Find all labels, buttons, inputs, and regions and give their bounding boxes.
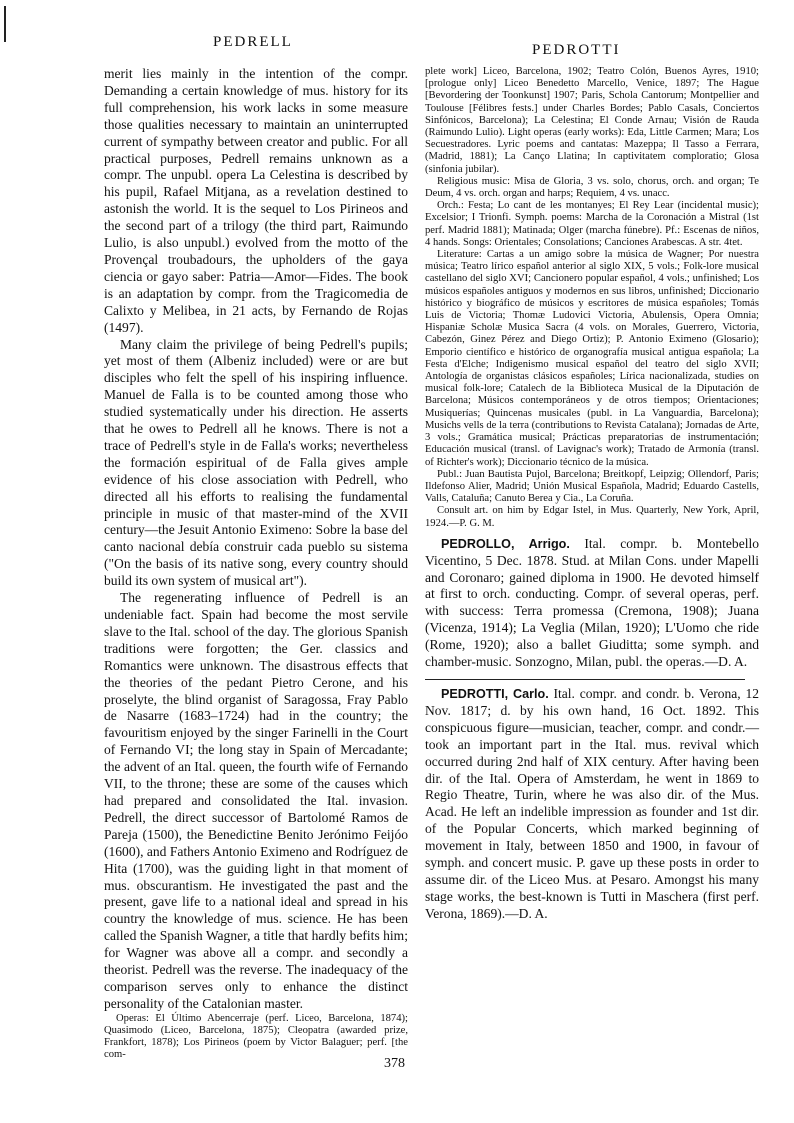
pedrollo-headword: PEDROLLO, Arrigo. [441, 536, 570, 551]
pedrell-religious-music: Religious music: Misa de Gloria, 3 vs. solo, chorus, orch. and organ; Te Deum, 4 vs. orch. organ and harps; Requiem, 4 vs. unacc. [425, 175, 759, 200]
pedrotti-headword: PEDROTTI, Carlo. [441, 686, 549, 701]
right-column [425, 66, 759, 1051]
running-head-left: PEDRELL [213, 34, 293, 50]
left-column [104, 66, 408, 1061]
pedrell-paragraph-3: The regenerating influence of Pedrell is an undeniable fact. Spain had become the most servile slave to the Ital. school of the day. The glorious Spanish traditions were forgotten; the Ger. classics and Romantics were unknown. The disastrous effects that the theories of the pedant Pietro Cerone, and his proselyte, the blind organist of Saragossa, Fray Pablo de Nasarre (1683–1724) had in the country; the favouritism enjoyed by the singer Farinelli in the Court of Fernando VI; the long stay in Spain of Mercadante; the advent of an Ital. queen, the fourth wife of Fernando VII, to the throne; these are some of the causes which had prepared and consolidated the Ital. invasion. Pedrell, the direct successor of Bartolomé Ramos de Pareja (1500), the Benedictine Benito Jerónimo Feijóo (1600), and Fathers Antonio Eximeno and Rodríguez de Hita (1700), was the guiding light in that moment of mus. obscurantism. He investigated the past and the present, gave life to a national ideal and spread in his country the knowledge of mus. science. He has been called the Spanish Wagner, a title that hardly befits him; for Wagner was above all a compr. and secondly a theorist. Pedrell was the reverse. The inadequacy of the comparison serves only to enhance the distinct personality of the Catalonian master. [104, 590, 408, 1011]
page-number: 378 [384, 1056, 405, 1071]
pedrotti-entry [425, 686, 759, 923]
margin-rule [4, 6, 6, 42]
pedrell-literature: Literature: Cartas a un amigo sobre la música de Wagner; Por nuestra música; Teatro lírico español anterior al siglo XIX, 5 vols.; Folk-lore musical castellano del siglo XVI; Cancionero popular español, 4 vols.; unfinished; Los músicos españoles antiguos y modernos en sus libros, unfinished; Diccionario histórico y biográfico de músicos y escritores de música españoles; Tomás Luis de Victoria; Thomæ Ludovici Victoria, Abulensis, Opera Omnia; Hispaniæ Scholæ Musica Sacra (4 vols. on Morales, Guerrero, Victoria, Cabezón, Ginez Pérez and Diego Ortiz); P. Antonio Eximeno (Glosario); Emporio científico e histórico de organografía musical antigua española; La Festa d'Elche; Indigenismo musical español del teatro del siglo XVII; Antología de organistas clásicos españoles; Lírica nacionalizada, studies on musical folk-lore; Catalech de la Biblioteca Musical de la Diputación de Barcelona; Músicos contemporáneos y de otros tiempos; Orientaciones; Musiquerías; Quincenas musicales (publ. in La Vanguardia, Barcelona); Musichs vells de la terra (contributions to Revista Catalana); Jornadas de Arte, 3 vols.; Gramática musical; Prácticas preparatorias de instrumentación; Educación musical (transl. of Lavignac's work); Tratado de Armonía (transl. of Richter's work); Diccionario técnico de la música. [425, 249, 759, 468]
pedrell-paragraph-1: merit lies mainly in the intention of the compr. Demanding a certain knowledge of mus. history for its full comprehension, his work lacks in some measure those qualities necessary to maintain an uninterrupted current of sympathy between creator and public. For all practical purposes, Pedrell remains unknown as a compr. The unpubl. opera La Celestina is described by his pupil, Rafael Mitjana, as a revelation destined to astonish the world. It is the sequel to Los Pirineos and the second part of a trilogy (the third part, Raimundo Lulio, is also unpubl.) evolved from the motto of the Provençal troubadours, the upholders of the gaya ciencia or gayo saber: Patria—Amor—Fides. The book is an adaptation by compr. from the Tragicomedia de Calixto y Melibea, in 21 acts, by Fernando de Rojas (1497). [104, 66, 408, 335]
pedrell-consult: Consult art. on him by Edgar Istel, in Mus. Quarterly, New York, April, 1924.—P. G. M. [425, 505, 759, 529]
pedrollo-text: Ital. compr. b. Montebello Vicentino, 5 Dec. 1878. Stud. at Milan Cons. under Mapelli and Coronaro; gained diploma in 1900. He devoted himself at first to orch. conducting. Compr. of several operas, perf. with success: Terra promessa (Cremona, 1908); Juana (Vicenza, 1914); La Veglia (Milan, 1920); L'Uomo che ride (Rome, 1920); also a ballet Giuditta; some symph. and chamber-music. Sonzogno, Milan, publ. the operas.—D. A. [425, 535, 760, 670]
entry-divider [425, 679, 745, 680]
pedrell-publishers: Publ.: Juan Bautista Pujol, Barcelona; Breitkopf, Leipzig; Ollendorf, Paris; Ildefonso Alier, Madrid; Unión Musical Española, Madrid; Eduardo Castells, Valls, Cataluña; Canuto Berea y Cia., La Coruña. [425, 468, 759, 505]
pedrell-orchestral-works: Orch.: Festa; Lo cant de les montanyes; El Rey Lear (incidental music); Excelsior; I Trionfi. Symph. poems: Marcha de la Coronación a Mistral (1st perf. Madrid 1881); Matinada; Olger (marcha fúnebre). Pf.: Escenas de niños, 4 hands. Songs: Orientales; Consolations; Canciones Arabescas. A str. 4tet. [425, 200, 759, 248]
pedrollo-entry [425, 536, 759, 671]
pedrell-works-continued: plete work] Liceo, Barcelona, 1902; Teatro Colón, Buenos Ayres, 1910; [prologue only] Liceo Benedetto Marcello, Venice, 1897; The Hague [Bevordering der Toonkunst] 1907; Paris, Schola Cantorum; Montpellier and Toulouse [Félibres fests.] under Charles Bordes; Pablo Casals, Conciertos Sinfónicos, Barcelona); La Celestina; El Conde Arnau; Visión de Rauda (Raimundo Lulio). Light operas (early works): Eda, Little Carmen; Mara; Los Secuestradores. Lyric poems and cantatas: Mazeppa; Il Tasso a Ferrara, (Madrid, 1881); La Canço Llatina; In captivitatem comploratio; Glosa (sinfonia jubilar). [425, 66, 759, 175]
running-head-right: PEDROTTI [532, 42, 621, 58]
pedrell-paragraph-2: Many claim the privilege of being Pedrell's pupils; yet most of them (Albeniz included) were or are but disciples who felt the spell of his inspiring influence. Manuel de Falla is to be counted among those who studied systematically under his direction. He asserts that he owes to Pedrell all he knows. There is not a trace of Pedrell's style in de Falla's works; nevertheless the formación espiritual of de Falla gives ample evidence of his close association with Pedrell, who directed all his efforts to realising the fundamental principle in music of that master-mind of the XVII century—the Jesuit Antonio Eximeno: Sobre la base del canto nacional debía construir cada pueblo su sistema ("On the basis of its native song, every country should build its own system of musical art"). [104, 336, 408, 589]
pedrell-operas-list: Operas: El Último Abencerraje (perf. Liceo, Barcelona, 1874); Quasimodo (Liceo, Barcelona, 1875); Cleopatra (awarded prize, Frankfort, 1878); Los Pirineos (poem by Victor Balaguer; perf. [the com- [104, 1012, 408, 1061]
pedrotti-text: Ital. compr. and condr. b. Verona, 12 Nov. 1817; d. by his own hand, 16 Oct. 1892. This conspicuous figure—musician, teacher, compr. and condr.—took an important part in the Ital. mus. revival which occurred during 2nd half of XIX century. After having been dir. of the Ital. Opera of Amsterdam, he went in 1869 to Regio Theatre, Turin, where he was also dir. of the Mus. Acad. He left an indelible impression as founder and 1st dir. of the Popular Concerts, which marked beginning of movement in Italy, between 1850 and 1900, in favour of symph. and concert music. P. gave up these posts in order to assume dir. of the Liceo Mus. at Pesaro. Amongst his many stage works, the best-known is Tutti in Maschera (first perf. Verona, 1869).—D. A. [425, 685, 760, 921]
